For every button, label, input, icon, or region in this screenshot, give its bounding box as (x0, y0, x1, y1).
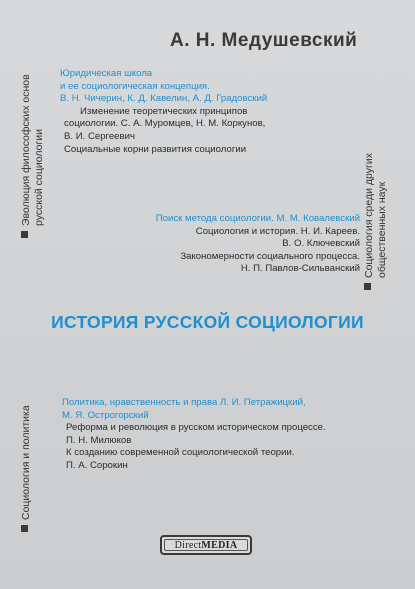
vertical-line: русской социологии (33, 128, 45, 226)
block3-line: Реформа и революция в русском историческом процессе. (66, 422, 326, 434)
block1-line: социологии. С. А. Муромцев, Н. М. Коркунов, (64, 118, 266, 130)
block3-line: К созданию современной социологической теории. (66, 447, 295, 459)
vertical-section-title-right (363, 153, 389, 290)
block1-line: и ее социологическая концепция. (60, 80, 210, 92)
publisher-name-part2: MEDIA (201, 539, 238, 551)
block1-line: В. Н. Чичерин, К. Д. Кавелин, А. Д. Градовский (60, 93, 268, 105)
block3-line: Политика, нравственность и права Л. И. Петражицкий, (62, 397, 306, 408)
block1-line: В. И. Сергеевич (64, 130, 135, 142)
block2-line: Закономерности социального процесса. (180, 250, 360, 262)
contents-block-3 (62, 397, 326, 473)
block1-line: Изменение теоретических принципов (80, 105, 248, 117)
vertical-line: Социология среди других (363, 153, 375, 278)
block1-line: Юридическая школа (60, 68, 153, 79)
book-title: ИСТОРИЯ РУССКОЙ СОЦИОЛОГИИ (51, 312, 364, 332)
block3-line: П. Н. Милюков (66, 434, 132, 446)
block2-line: В. О. Ключевский (282, 238, 360, 250)
publisher-logo (160, 535, 252, 555)
block2-line: Социология и история. Н. И. Кареев. (195, 225, 360, 237)
square-bullet-icon (21, 231, 28, 238)
author-name: А. Н. Медушевский (170, 30, 358, 51)
square-bullet-icon (21, 525, 28, 532)
publisher-name (175, 540, 238, 551)
vertical-section-title-left-bottom (20, 405, 33, 532)
contents-block-2 (156, 213, 360, 276)
contents-block-1 (60, 68, 267, 156)
publisher-name-part1: Direct (174, 539, 202, 551)
block1-line: Социальные корни развития социологии (64, 143, 247, 155)
block3-line: П. А. Сорокин (66, 459, 128, 471)
vertical-line: общественных наук (376, 181, 388, 278)
square-bullet-icon (364, 283, 371, 290)
vertical-line: Социология и политика (20, 405, 32, 520)
block2-line: Н. П. Павлов-Сильванский (240, 263, 360, 275)
vertical-section-title-left-top (20, 74, 46, 238)
block2-line: Поиск метода социологии. М. М. Ковалевский (155, 213, 360, 224)
block3-line: М. Я. Острогорский (62, 409, 149, 421)
vertical-line: Эволюция философских основ (20, 74, 32, 226)
